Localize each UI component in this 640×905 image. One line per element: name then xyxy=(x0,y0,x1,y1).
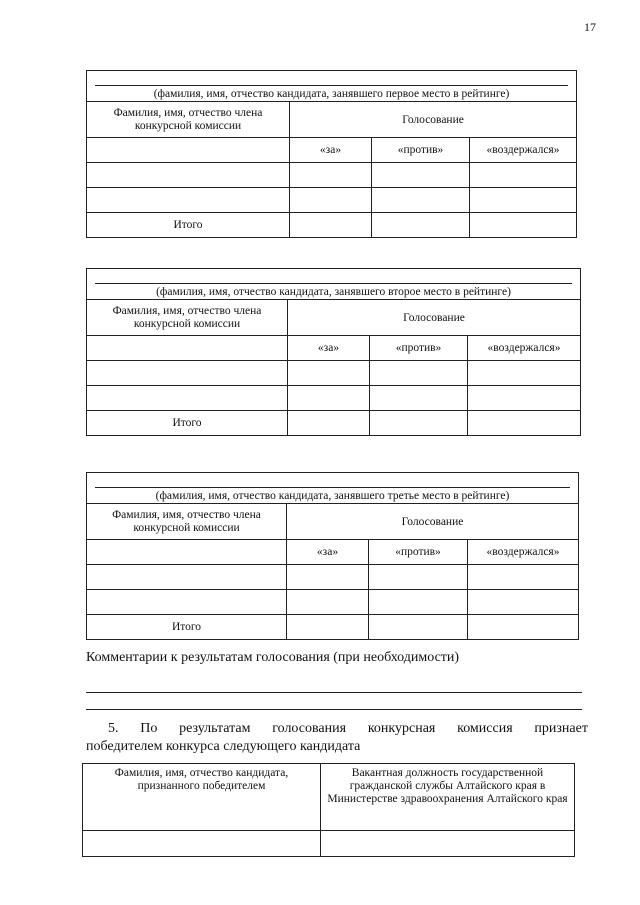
empty-cell[interactable] xyxy=(290,188,372,213)
empty-cell[interactable] xyxy=(287,615,369,640)
col-for: «за» xyxy=(290,138,372,163)
empty-cell[interactable] xyxy=(288,386,370,411)
empty-cell[interactable] xyxy=(370,411,468,436)
empty-cell[interactable] xyxy=(287,565,369,590)
table-row xyxy=(87,590,579,615)
empty-cell[interactable] xyxy=(87,138,290,163)
paragraph-line-2: победителем конкурса следующего кандидата xyxy=(86,739,361,754)
voting-header: Голосование xyxy=(290,102,577,138)
empty-cell[interactable] xyxy=(468,565,579,590)
empty-cell[interactable] xyxy=(87,163,290,188)
candidate-name-label: (фамилия, имя, отчество кандидата, занявшего второе место в рейтинге) xyxy=(95,283,572,299)
empty-cell[interactable] xyxy=(370,386,468,411)
empty-cell[interactable] xyxy=(83,830,321,856)
voting-header: Голосование xyxy=(288,300,581,336)
member-header: Фамилия, имя, отчество члена конкурсной комиссии xyxy=(87,102,290,138)
paragraph-5 xyxy=(86,720,588,756)
empty-cell[interactable] xyxy=(372,213,470,238)
winner-name-header: Фамилия, имя, отчество кандидата, признанного победителем xyxy=(83,764,321,831)
empty-cell[interactable] xyxy=(468,386,581,411)
col-for: «за» xyxy=(288,336,370,361)
empty-cell[interactable] xyxy=(470,163,577,188)
word: результатам xyxy=(179,721,251,736)
empty-cell[interactable] xyxy=(468,361,581,386)
empty-cell[interactable] xyxy=(372,163,470,188)
table-row xyxy=(83,830,575,856)
word: По xyxy=(140,721,158,736)
word: 5. xyxy=(108,721,119,736)
word: голосования xyxy=(272,721,347,736)
empty-cell[interactable] xyxy=(468,411,581,436)
col-abstained: «воздержался» xyxy=(468,336,581,361)
paragraph-line-1 xyxy=(86,720,588,738)
word: признает xyxy=(534,721,588,736)
empty-cell[interactable] xyxy=(470,213,577,238)
total-label: Итого xyxy=(87,615,287,640)
voting-table-second-place xyxy=(86,268,581,436)
empty-cell[interactable] xyxy=(370,361,468,386)
table-row xyxy=(87,386,581,411)
voting-table-first-place xyxy=(86,70,577,238)
word: комиссия xyxy=(457,721,513,736)
table-row xyxy=(87,163,577,188)
table-row xyxy=(87,361,581,386)
empty-cell[interactable] xyxy=(87,188,290,213)
page-number: 17 xyxy=(584,20,596,34)
empty-cell[interactable] xyxy=(87,590,287,615)
candidate-name-label: (фамилия, имя, отчество кандидата, занявшего первое место в рейтинге) xyxy=(95,85,568,101)
winner-table xyxy=(82,763,575,857)
word: конкурсная xyxy=(367,721,436,736)
empty-cell[interactable] xyxy=(369,565,468,590)
empty-cell[interactable] xyxy=(288,411,370,436)
empty-cell[interactable] xyxy=(372,188,470,213)
member-header: Фамилия, имя, отчество члена конкурсной комиссии xyxy=(87,300,288,336)
table-row xyxy=(87,565,579,590)
comment-line[interactable] xyxy=(86,709,582,710)
empty-cell[interactable] xyxy=(287,590,369,615)
col-against: «против» xyxy=(370,336,468,361)
empty-cell[interactable] xyxy=(468,615,579,640)
empty-cell[interactable] xyxy=(468,590,579,615)
empty-cell[interactable] xyxy=(290,213,372,238)
empty-cell[interactable] xyxy=(288,361,370,386)
col-abstained: «воздержался» xyxy=(468,540,579,565)
member-header: Фамилия, имя, отчество члена конкурсной комиссии xyxy=(87,504,287,540)
comments-label: Комментарии к результатам голосования (при необходимости) xyxy=(86,650,460,665)
empty-cell[interactable] xyxy=(470,188,577,213)
empty-cell[interactable] xyxy=(87,361,288,386)
voting-header: Голосование xyxy=(287,504,579,540)
col-against: «против» xyxy=(369,540,468,565)
candidate-name-label: (фамилия, имя, отчество кандидата, занявшего третье место в рейтинге) xyxy=(95,487,570,503)
total-label: Итого xyxy=(87,213,290,238)
empty-cell[interactable] xyxy=(369,590,468,615)
table-row xyxy=(87,188,577,213)
empty-cell[interactable] xyxy=(87,336,288,361)
empty-cell[interactable] xyxy=(87,386,288,411)
vacancy-header: Вакантная должность государственной гражданской службы Алтайского края в Министерстве здравоохранения Алтайского края xyxy=(321,764,575,831)
empty-cell[interactable] xyxy=(369,615,468,640)
comment-line[interactable] xyxy=(86,692,582,693)
col-for: «за» xyxy=(287,540,369,565)
col-abstained: «воздержался» xyxy=(470,138,577,163)
empty-cell[interactable] xyxy=(87,565,287,590)
col-against: «против» xyxy=(372,138,470,163)
total-label: Итого xyxy=(87,411,288,436)
empty-cell[interactable] xyxy=(87,540,287,565)
empty-cell[interactable] xyxy=(321,830,575,856)
voting-table-third-place xyxy=(86,472,579,640)
empty-cell[interactable] xyxy=(290,163,372,188)
